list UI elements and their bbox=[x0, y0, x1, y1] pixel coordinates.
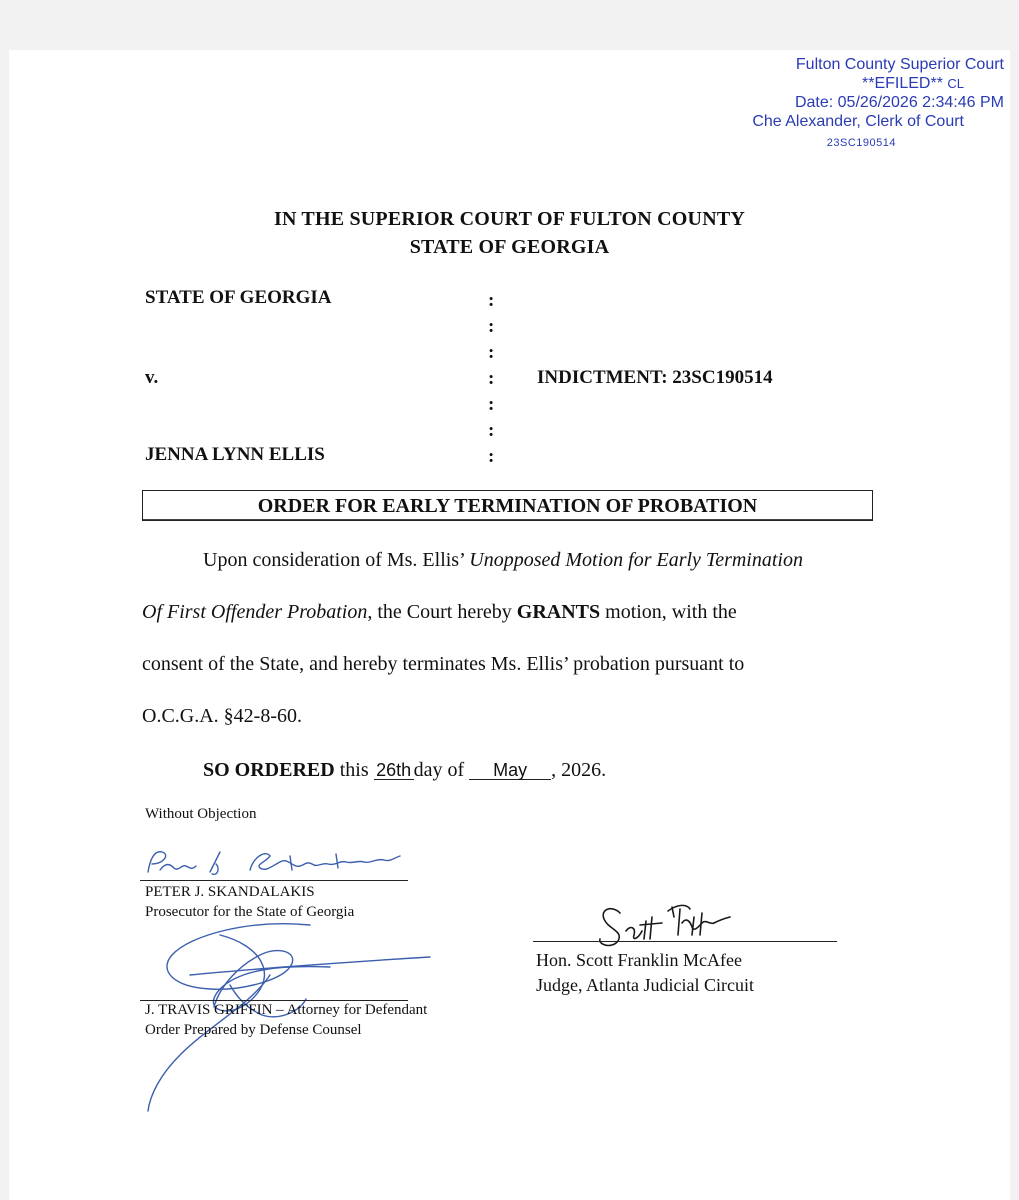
judge-signature-line bbox=[533, 941, 837, 942]
defense-signature-line bbox=[140, 1000, 408, 1001]
caption-colon: : bbox=[488, 290, 495, 311]
so-ordered-day-of: day of bbox=[413, 759, 470, 781]
order-title: ORDER FOR EARLY TERMINATION OF PROBATION bbox=[142, 490, 873, 521]
prosecutor-name: PETER J. SKANDALAKIS bbox=[145, 884, 315, 900]
defense-attorney-line: J. TRAVIS GRIFFIN – Attorney for Defendant bbox=[145, 1002, 428, 1018]
month-field: May bbox=[469, 761, 551, 780]
court-header-line1: IN THE SUPERIOR COURT OF FULTON COUNTY bbox=[273, 208, 746, 230]
so-ordered-line bbox=[203, 759, 606, 782]
caption-versus: v. bbox=[145, 367, 159, 388]
defense-counsel-line: Order Prepared by Defense Counsel bbox=[145, 1022, 362, 1038]
stamp-clerk: Che Alexander, Clerk of Court bbox=[752, 113, 964, 130]
order-paragraph-line1 bbox=[203, 549, 803, 572]
order-paragraph-line2 bbox=[142, 601, 737, 624]
caption-colon: : bbox=[488, 368, 495, 389]
order-text: , the Court hereby bbox=[367, 601, 517, 623]
caption-plaintiff: STATE OF GEORGIA bbox=[145, 287, 332, 308]
caption-indictment: INDICTMENT: 23SC190514 bbox=[537, 367, 773, 388]
day-field: 26th bbox=[374, 761, 414, 780]
motion-title-continued: Of First Offender Probation bbox=[142, 601, 368, 623]
caption-colon: : bbox=[488, 394, 495, 415]
prosecutor-title: Prosecutor for the State of Georgia bbox=[145, 904, 355, 920]
caption-colon: : bbox=[488, 316, 495, 337]
stamp-court: Fulton County Superior Court bbox=[795, 56, 1004, 73]
caption-colon: : bbox=[488, 342, 495, 363]
order-text: Upon consideration of Ms. Ellis’ bbox=[203, 549, 470, 571]
judge-title: Judge, Atlanta Judicial Circuit bbox=[536, 975, 754, 995]
stamp-efiled bbox=[862, 74, 964, 94]
grants-text: GRANTS bbox=[516, 601, 601, 623]
judge-name: Hon. Scott Franklin McAfee bbox=[536, 950, 742, 970]
stamp-date: Date: 05/26/2026 2:34:46 PM bbox=[794, 94, 1004, 111]
so-ordered-label: SO ORDERED bbox=[203, 759, 335, 781]
caption-colon: : bbox=[488, 446, 495, 467]
court-header-line2: STATE OF GEORGIA bbox=[409, 236, 610, 258]
order-text: motion, with the bbox=[600, 601, 737, 623]
stamp-efiled-text: **EFILED** bbox=[862, 75, 943, 92]
without-objection-label: Without Objection bbox=[145, 806, 257, 822]
so-ordered-year: , 2026. bbox=[551, 759, 607, 781]
caption-defendant: JENNA LYNN ELLIS bbox=[145, 444, 325, 465]
stamp-efiled-suffix: CL bbox=[947, 76, 964, 91]
caption-colon: : bbox=[488, 420, 495, 441]
order-paragraph-line3: consent of the State, and hereby terminates Ms. Ellis’ probation pursuant to bbox=[142, 653, 745, 675]
prosecutor-signature bbox=[140, 842, 410, 882]
motion-title: Unopposed Motion for Early Termination bbox=[469, 549, 803, 571]
order-paragraph-line4: O.C.G.A. §42-8-60. bbox=[142, 705, 302, 727]
stamp-case-number: 23SC190514 bbox=[826, 137, 896, 149]
prosecutor-signature-line bbox=[140, 880, 408, 881]
so-ordered-this: this bbox=[334, 759, 374, 781]
